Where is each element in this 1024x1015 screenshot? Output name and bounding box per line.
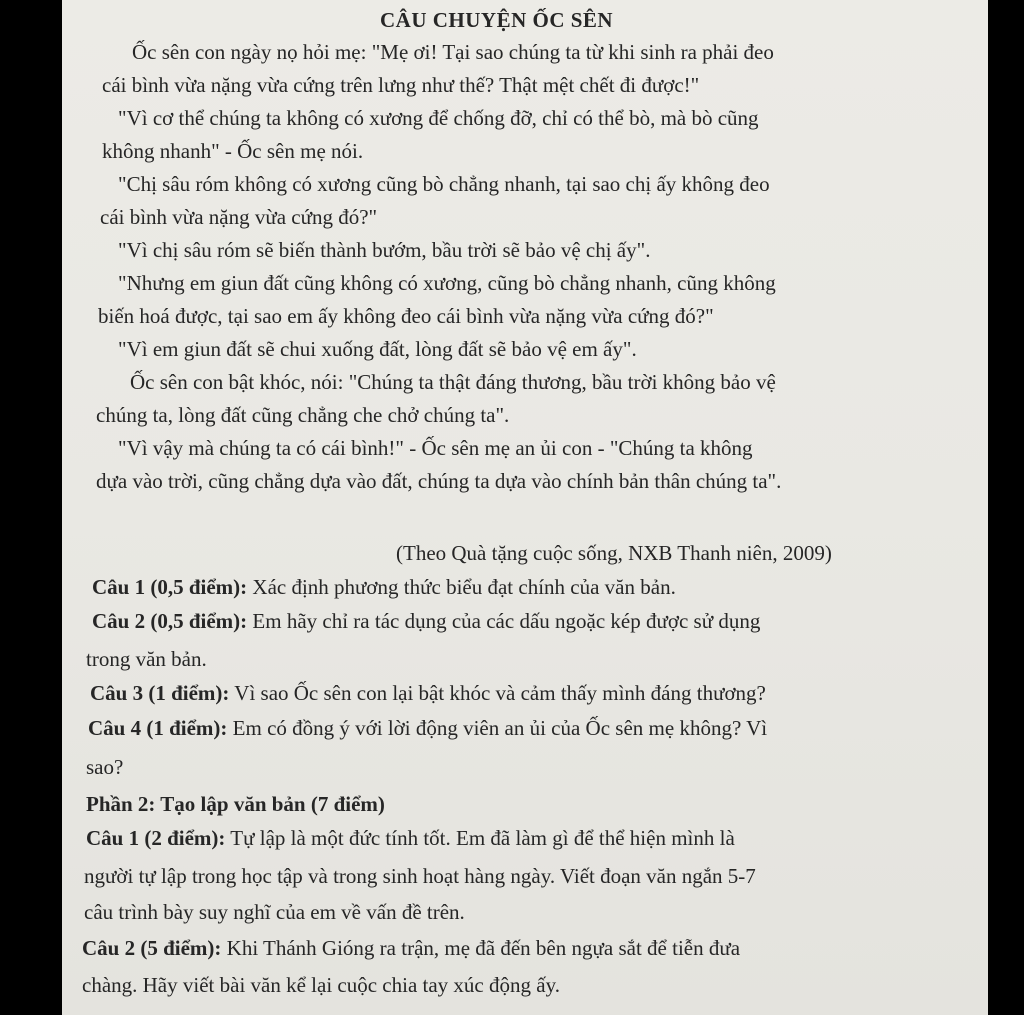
story-line: "Vì em giun đất sẽ chui xuống đất, lòng đất sẽ bảo vệ em ấy". xyxy=(118,337,637,361)
question-6 xyxy=(82,935,740,961)
question-2 xyxy=(92,608,760,634)
document-page xyxy=(62,0,988,1015)
question-label: Câu 3 (1 điểm): xyxy=(90,681,230,705)
question-text: Em có đồng ý với lời động viên an ủi của Ốc sên mẹ không? Vì xyxy=(227,716,768,740)
story-line: "Nhưng em giun đất cũng không có xương, cũng bò chẳng nhanh, cũng không xyxy=(118,271,776,295)
question-text: câu trình bày suy nghĩ của em về vấn đề trên. xyxy=(84,900,465,924)
story-line: Ốc sên con bật khóc, nói: "Chúng ta thật đáng thương, bầu trời không bảo vệ xyxy=(130,370,776,394)
story-line: "Vì chị sâu róm sẽ biến thành bướm, bầu trời sẽ bảo vệ chị ấy". xyxy=(118,238,651,262)
question-label: Câu 1 (0,5 điểm): xyxy=(92,575,248,599)
story-line: Ốc sên con ngày nọ hỏi mẹ: "Mẹ ơi! Tại sao chúng ta từ khi sinh ra phải đeo xyxy=(132,40,774,64)
question-label: Câu 2 (0,5 điểm): xyxy=(92,609,248,633)
question-text: Tự lập là một đức tính tốt. Em đã làm gì để thể hiện mình là xyxy=(225,826,735,850)
source-citation: (Theo Quà tặng cuộc sống, NXB Thanh niên, 2009) xyxy=(396,541,832,565)
story-line: cái bình vừa nặng vừa cứng trên lưng như thế? Thật mệt chết đi được!" xyxy=(102,73,700,97)
question-3 xyxy=(90,680,766,706)
question-label: Câu 4 (1 điểm): xyxy=(88,716,228,740)
question-text: Khi Thánh Gióng ra trận, mẹ đã đến bên ngựa sắt để tiễn đưa xyxy=(221,936,741,960)
story-line: chúng ta, lòng đất cũng chẳng che chở chúng ta". xyxy=(96,403,510,427)
question-text: Em hãy chỉ ra tác dụng của các dấu ngoặc kép được sử dụng xyxy=(247,609,761,633)
question-text: chàng. Hãy viết bài văn kể lại cuộc chia tay xúc động ấy. xyxy=(82,973,560,997)
question-label: Câu 1 (2 điểm): xyxy=(86,826,226,850)
question-text: Xác định phương thức biểu đạt chính của văn bản. xyxy=(247,575,676,599)
question-text: Vì sao Ốc sên con lại bật khóc và cảm thấy mình đáng thương? xyxy=(229,681,766,705)
story-line: "Vì vậy mà chúng ta có cái bình!" - Ốc sên mẹ an ủi con - "Chúng ta không xyxy=(118,436,753,460)
question-5 xyxy=(86,825,735,851)
question-text: sao? xyxy=(86,755,124,779)
story-line: dựa vào trời, cũng chẳng dựa vào đất, chúng ta dựa vào chính bản thân chúng ta". xyxy=(96,469,782,493)
question-1 xyxy=(92,574,676,600)
story-line: biến hoá được, tại sao em ấy không đeo cái bình vừa nặng vừa cứng đó?" xyxy=(98,304,714,328)
story-title: CÂU CHUYỆN ỐC SÊN xyxy=(380,8,614,32)
question-text: người tự lập trong học tập và trong sinh hoạt hàng ngày. Viết đoạn văn ngắn 5-7 xyxy=(84,864,756,888)
story-line: "Vì cơ thể chúng ta không có xương để chống đỡ, chỉ có thể bò, mà bò cũng xyxy=(118,106,759,130)
question-text: trong văn bản. xyxy=(86,647,207,671)
question-4 xyxy=(88,715,767,741)
story-line: không nhanh" - Ốc sên mẹ nói. xyxy=(102,139,364,163)
question-label: Câu 2 (5 điểm): xyxy=(82,936,222,960)
story-line: cái bình vừa nặng vừa cứng đó?" xyxy=(100,205,378,229)
part2-heading: Phần 2: Tạo lập văn bản (7 điểm) xyxy=(86,792,385,816)
story-line: "Chị sâu róm không có xương cũng bò chẳng nhanh, tại sao chị ấy không đeo xyxy=(118,172,770,196)
